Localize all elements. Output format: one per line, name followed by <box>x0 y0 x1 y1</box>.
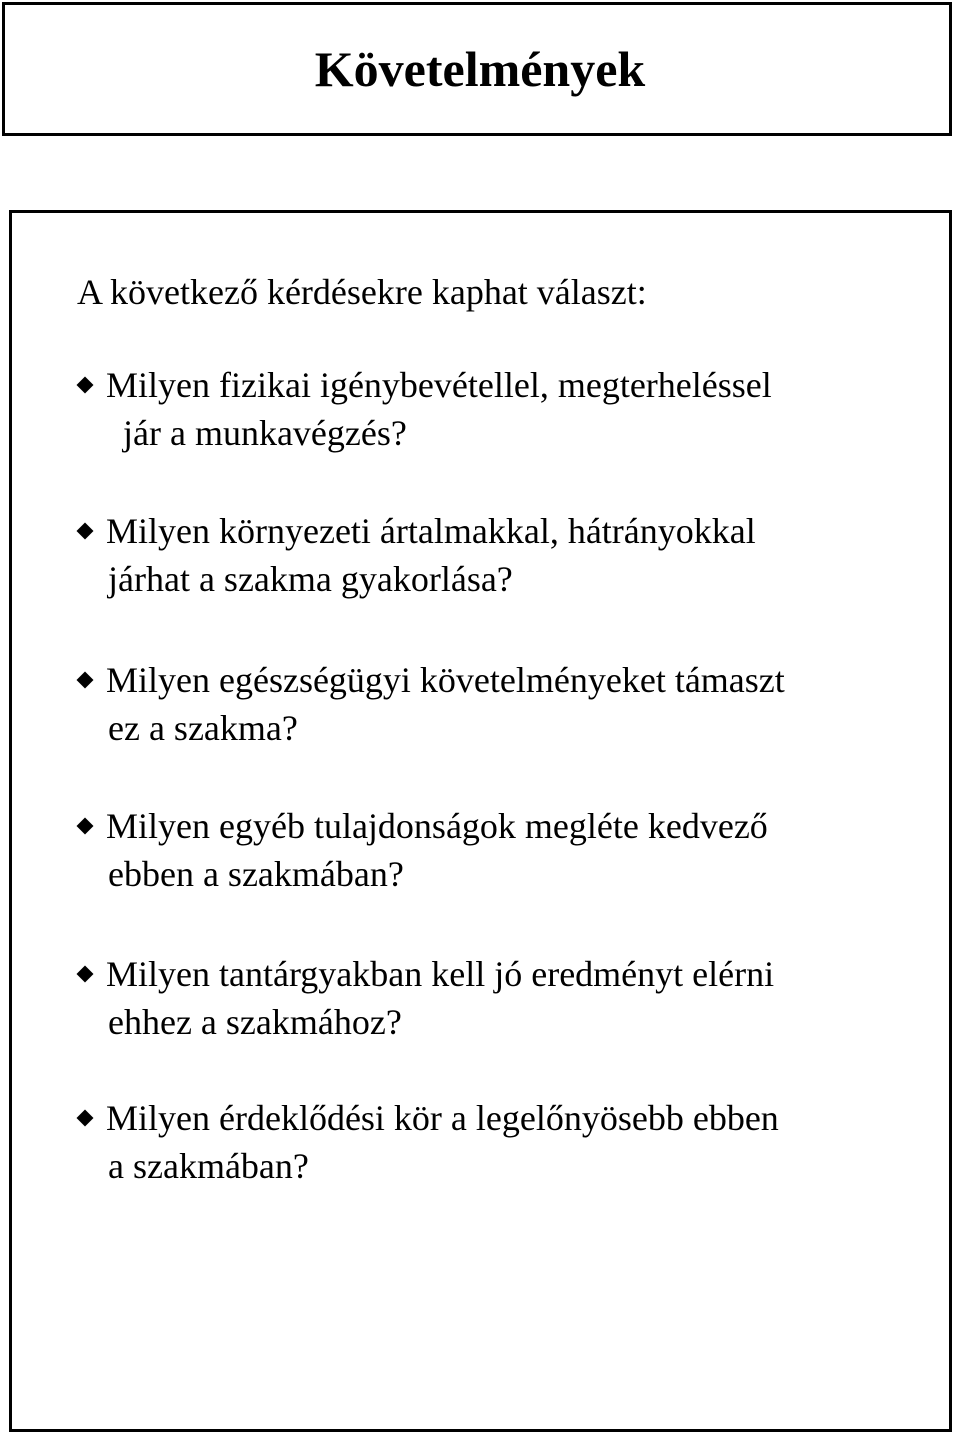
list-item-text: Milyen fizikai igénybevétellel, megterheléssel <box>106 365 772 405</box>
diamond-bullet-icon <box>77 672 94 689</box>
diamond-bullet-icon <box>77 966 94 983</box>
list-item-continuation: ebben a szakmában? <box>108 854 404 894</box>
content-box <box>9 210 952 1432</box>
list-item-continuation: a szakmában? <box>108 1146 309 1186</box>
list-item-continuation: ez a szakma? <box>108 708 298 748</box>
list-item <box>79 507 756 603</box>
list-item-text: Milyen érdeklődési kör a legelőnyösebb ebben <box>106 1098 779 1138</box>
diamond-bullet-icon <box>77 377 94 394</box>
page-title: Követelmények <box>314 41 646 97</box>
list-item <box>79 1094 779 1190</box>
list-item <box>79 950 774 1046</box>
list-item <box>79 656 785 752</box>
list-item-line <box>79 802 768 850</box>
list-item-line <box>79 656 785 704</box>
list-item <box>79 361 772 457</box>
intro-text: A következő kérdésekre kaphat választ: <box>77 272 647 312</box>
list-item-line <box>79 950 774 998</box>
list-item-text: Milyen környezeti ártalmakkal, hátrányokkal <box>106 511 756 551</box>
diamond-bullet-icon <box>77 1110 94 1127</box>
list-item-text: Milyen egyéb tulajdonságok megléte kedvező <box>106 806 768 846</box>
list-item-line <box>79 507 756 555</box>
list-item-text: Milyen tantárgyakban kell jó eredményt elérni <box>106 954 775 994</box>
diamond-bullet-icon <box>77 818 94 835</box>
list-item-text: Milyen egészségügyi követelményeket támaszt <box>106 660 785 700</box>
title-box <box>2 2 952 136</box>
list-item-continuation: ehhez a szakmához? <box>108 1002 402 1042</box>
list-item-continuation: járhat a szakma gyakorlása? <box>108 559 513 599</box>
list-item <box>79 802 768 898</box>
list-item-line <box>79 361 772 409</box>
diamond-bullet-icon <box>77 523 94 540</box>
list-item-continuation: jár a munkavégzés? <box>123 413 407 453</box>
list-item-line <box>79 1094 779 1142</box>
